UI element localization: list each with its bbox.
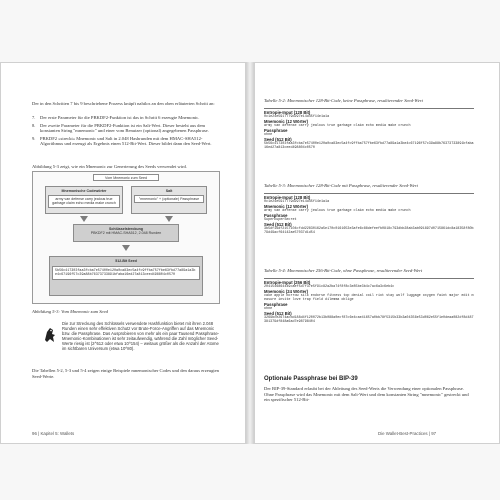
salt-text-box: [134, 195, 204, 203]
table-row-value: 3b5df16df2157104cfdd22830162a5e170c0161653e3afe6c88defeefb0818c793dbb28ab3ab091897d0715861dc8a18358f80b79d49acf64142ae57037d1d54: [264, 227, 474, 235]
step-number: 7.: [32, 115, 36, 120]
table-row-label: Seed (512 Bit): [264, 311, 292, 316]
key-stretching-box: [73, 224, 179, 242]
table-caption: Tabelle 5-3: Mnemonischer 128-Bit-Code mit Passphrase, resultierender Seed-Wert: [264, 183, 418, 188]
step-text: Der zweite Parameter für die PBKDF2-Funktion ist ein Salt-Wert. Dieser besteht aus dem konstanten String "mnemonic" und einer vom Benutzer (optional) angegebenen Passphrase.: [40, 122, 209, 134]
table-row-label: Mnemonic (12 Wörter): [264, 119, 308, 124]
table-row-value: 2041546864449caef5d7f37e5f91c82a2ba74f8f8c3e85be3b4c7ac6a3c6eb4c: [264, 285, 395, 289]
table-row-label: Passphrase: [264, 213, 288, 218]
table-row-value: 0c1e24e5917779d297e14d45f14e1a1a: [264, 200, 330, 204]
mnemonic-words: army van defense carry jealous true garbage claim echo media make crunch: [52, 197, 116, 206]
table-row-value: ohne: [264, 133, 273, 137]
right-page-footer: Die Wallet-Best-Practices | 97: [378, 431, 437, 436]
key-stretching-title: Schlüsselstreckung: [109, 227, 143, 231]
mnemonic-words-box: [48, 195, 120, 207]
mnemonic-title: Mnemonische Codewörter: [61, 189, 107, 193]
table-5-2: [264, 110, 474, 150]
table-row-label: Mnemonic (24 Wörter): [264, 289, 308, 294]
table-row-label: Entropie-Input (256 Bit): [264, 280, 311, 285]
arrow-down-icon: [165, 216, 173, 222]
table-caption: Tabelle 5-2: Mnemonischer 128-Bit-Code, keine Passphrase, resultierender Seed-Wert: [264, 98, 423, 103]
table-5-3: [264, 195, 474, 235]
step-text: PBKDF2 »streckt« Mnemonic und Salt in 2.048 Hashrunden mit dem HMAC-SHA512-Algorithmus und erzeugt als Ergebnis einen 512-Bit-Wert. Dieser bildet dann den Seed-Wert.: [40, 135, 212, 147]
key-stretching-text: PBKDF2 mit HMAC-SHA512, 2.048 Runden: [90, 231, 162, 236]
salt-box: [131, 186, 207, 214]
seed-box: [49, 256, 203, 296]
table-row-label: Passphrase: [264, 302, 288, 307]
table-5-4: [264, 280, 474, 324]
salt-title: Salt: [165, 189, 173, 193]
table-row-value: army van defense carry jealous true garbage claim echo media make crunch: [264, 209, 411, 213]
salt-text: "mnemonic" + (optionale) Passphrase: [138, 197, 200, 202]
step-item: [32, 136, 222, 147]
intro-paragraph: Der in den Schritten 7 bis 9 beschriebene Prozess knüpft nahtlos an den oben erläuterten Schritt an:: [32, 101, 215, 106]
seed-title: 512-Bit Seed: [115, 259, 137, 263]
table-row-value: 0c1e24e5917779d297e14d45f14e1a1a: [264, 115, 330, 119]
step-item: [32, 123, 222, 134]
step-number: 9.: [32, 135, 36, 141]
arrow-down-icon: [80, 216, 88, 222]
figure-title: Vom Mnemonic zum Seed: [105, 176, 147, 180]
table-row-label: Passphrase: [264, 128, 288, 133]
table-row-value: army van defense carry jealous true garbage claim echo media make crunch: [264, 124, 411, 128]
table-row-label: Mnemonic (12 Wörter): [264, 204, 308, 209]
table-rule: [264, 278, 474, 279]
seed-hex: 5b56c417303faa3fcba7e57400e120a0ca83ec5a4fc9ffba757fbe63fbd77a89a1a3be4c67196f57c39a88b76373733891bfaba16ed27a813ceed498804c0570: [55, 269, 196, 278]
after-tip-paragraph: Die Tabellen 5-2, 5-3 und 5-4 zeigen einige Beispiele mnemonischer Codes und den daraus erzeugten Seed-Werte.: [32, 368, 219, 379]
step-item: [32, 115, 222, 121]
section-paragraph: Der BIP-39-Standard erlaubt bei der Ableitung des Seed-Werts die Verwendung einer optionalen Passphrase. Ohne Passphrase wird das Mnemonic mit dem Salt-Wert und dem konstanten String "mnemonic" gestreckt und ein spezifischer 512-Bit-: [264, 386, 469, 403]
seed-generation-figure: [32, 171, 220, 304]
section-heading: Optionale Passphrase bei BIP-39: [264, 376, 358, 382]
step-number: 8.: [32, 122, 36, 128]
tip-bird-icon: [42, 326, 58, 344]
table-row-value: 3269bce2674acbd188d4f120072b13b088a0ecf87c6e4cae41657a0bb78f5315b33b3a04356e53d062e55f1e0deaa082df8d487381379df848a6ad7e98798404: [264, 316, 474, 324]
table-row-label: Seed (512 Bit): [264, 137, 292, 142]
step-list: [32, 115, 222, 149]
table-rule: [264, 193, 474, 194]
step-text: Der erste Parameter für die PBKDF2-Funktion ist das in Schritt 6 erzeugte Mnemonic.: [40, 115, 200, 120]
table-row-value: cake apple borrow silk endorse fitness top denial coil riot stay wolf luggage oxygen faint major edit measure invite love trap field dilemma oblige: [264, 294, 474, 302]
figure-caption: Abbildung 5-3: Vom Mnemonic zum Seed: [32, 309, 108, 314]
table-rule: [264, 108, 474, 109]
mnemonic-box: [45, 186, 123, 214]
table-row-value: ohne: [264, 307, 273, 311]
table-row-label: Seed (512 Bit): [264, 222, 292, 227]
tip-text: Die zur Streckung des Schlüssels verwendete Hashfunktion bietet mit ihren 2.048 Runden einen sehr effektiven Schutz vor Brute-Force-Angriffen auf das Mnemonic bzw. die Passphrase. Das Ausprobieren von mehr als ein paar Tausend Passphrase-Mnemonic-Kombinationen ist sehr zeitaufwendig, während die Zahl möglicher Seed-Werte riesig ist (2^512 oder etwa 10^154) – weitaus größer als die Anzahl der Atome im sichtbaren Universum (etwa 10^80).: [62, 321, 220, 351]
figure-reference: Abbildung 5-3 zeigt, wie ein Mnemonic zur Generierung des Seeds verwendet wird.: [32, 164, 187, 169]
seed-hex-box: [52, 266, 200, 280]
table-row-value: SuperDuperSecret: [264, 218, 297, 222]
table-caption: Tabelle 5-4: Mnemonischer 256-Bit-Code, ohne Passphrase, resultierender Seed-Wert: [264, 268, 423, 273]
book-gutter: [246, 62, 254, 444]
table-row-label: Entropie-Input (128 Bit): [264, 195, 311, 200]
left-page-footer: 96 | Kapitel 5: Wallets: [32, 431, 75, 436]
table-row-value: 5b56c417303faa3fcba7e57400e120a0ca83ec5a4fc9ffba757fbe63fbd77a89a1a3be4c67196f57c39a88b76373733891bfaba16ed27a813ceed498804c0570: [264, 142, 474, 150]
table-row-label: Entropie-Input (128 Bit): [264, 110, 311, 115]
figure-title-box: [93, 174, 159, 181]
arrow-down-icon: [122, 245, 130, 251]
